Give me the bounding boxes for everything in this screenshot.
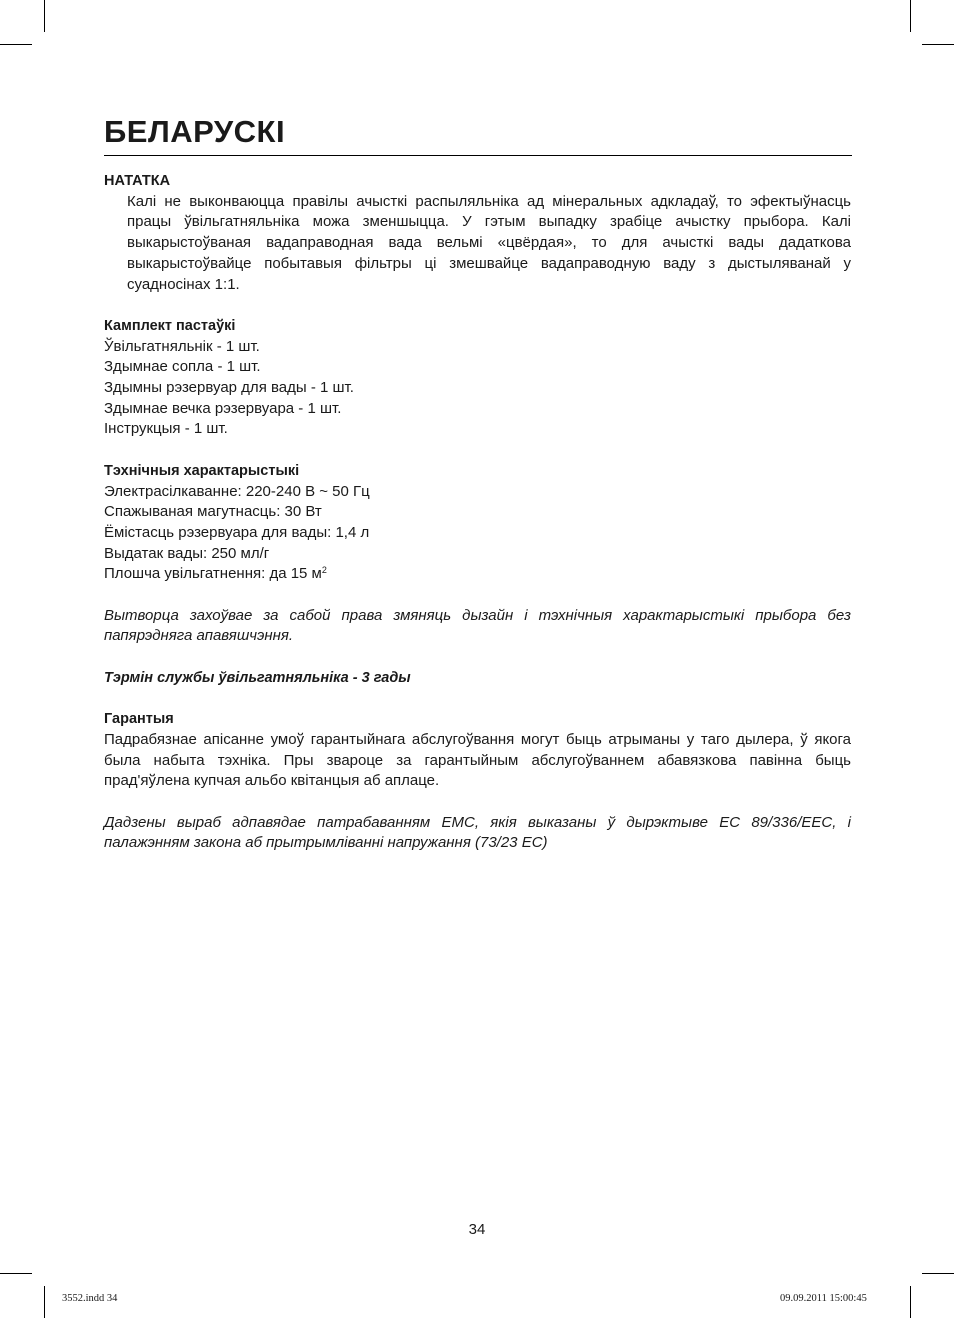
service-life-note: Тэрмін службы ўвільгатняльніка - 3 гады <box>104 669 411 686</box>
slug-timestamp: 09.09.2011 15:00:45 <box>780 1293 867 1304</box>
specs-heading: Тэхнічныя характарыстыкі <box>104 462 300 479</box>
title-divider <box>104 155 852 156</box>
spec-area-superscript: 2 <box>321 565 327 576</box>
warranty-section <box>104 709 851 792</box>
package-section <box>104 316 851 440</box>
note-text: Калі не выконваюцца правілы ачысткі распыляльніка ад мінеральных адкладаў, то эфектыўнасць працы ўвільгатняльніка можа зменшыцца. У гэтым выпадку зрабіце ачыстку прыбора. Калі выкарыстоўваная вадаправодная вада вельмі «цвёрдая», то для ачысткі вады дадаткова выкарыстоўвайце побытавыя фільтры ці змешвайце вадаправодную ваду з дыстыляванай у суадносінах 1:1. <box>127 192 851 293</box>
crop-mark-top-left-v <box>44 0 45 32</box>
package-item: Здымны рэзервуар для вады - 1 шт. <box>104 379 354 397</box>
note-section <box>104 171 851 295</box>
spec-item: Электрасілкаванне: 220-240 В ~ 50 Гц <box>104 482 370 500</box>
crop-mark-bottom-right-v <box>910 1286 911 1318</box>
manufacturer-note: Вытворца захоўвае за сабой права змяняць дызайн і тэхнічныя характарыстыкі прыбора без папярэдняга апавяшчэння. <box>104 606 851 645</box>
compliance-note: Дадзены выраб адпавядае патрабаванням ЕМС, якія выказаны ў дырэктыве ЕС 89/336/ЕЕС, і палажэнням закона аб прытрымліванні напружання (73/23 ЕС) <box>104 813 851 852</box>
specs-section <box>104 461 851 585</box>
package-item: Здымнае сопла - 1 шт. <box>104 358 261 376</box>
spec-item: Ёмістасць рэзервуара для вады: 1,4 л <box>104 523 370 541</box>
crop-mark-bottom-right-h <box>922 1273 954 1274</box>
spec-area-label: Плошча увільгатнення: да 15 м <box>104 565 322 583</box>
crop-mark-top-right-h <box>922 44 954 45</box>
spec-item-area <box>104 564 851 585</box>
package-heading: Камплект пастаўкі <box>104 317 236 334</box>
spec-item: Выдатак вады: 250 мл/г <box>104 544 270 562</box>
document-body <box>104 171 851 854</box>
warranty-text: Падрабязнае апісанне умоў гарантыйнага абслугоўвання могут быць атрыманы у таго дылера, ў якога была набыта тэхніка. Пры звароце за гарантыйным абслугоўваннем абавязкова павінна быць прад'яўлена купчая альбо квітанцыя аб аплаце. <box>104 730 851 790</box>
crop-mark-bottom-left-h <box>0 1273 32 1274</box>
crop-mark-bottom-left-v <box>44 1286 45 1318</box>
warranty-heading: Гарантыя <box>104 711 174 728</box>
slug-file-info: 3552.indd 34 <box>62 1293 118 1304</box>
page-number: 34 <box>468 1221 486 1238</box>
note-heading: НАТАТКА <box>104 173 171 189</box>
spec-item: Спажываная магутнасць: 30 Вт <box>104 503 322 521</box>
package-item: Інструкцыя - 1 шт. <box>104 420 228 438</box>
package-item: Здымнае вечка рэзервуара - 1 шт. <box>104 399 342 417</box>
page-title: БЕЛАРУСКІ <box>104 114 286 149</box>
crop-mark-top-left-h <box>0 44 32 45</box>
crop-mark-top-right-v <box>910 0 911 32</box>
package-item: Ўвільгатняльнік - 1 шт. <box>104 337 260 355</box>
